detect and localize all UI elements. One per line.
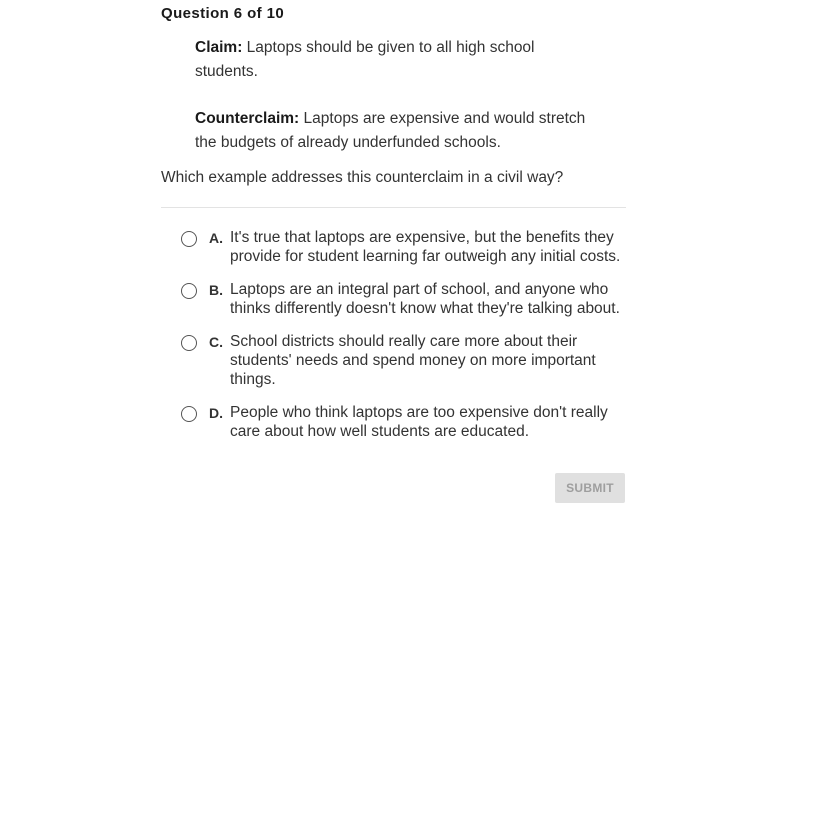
divider [161, 207, 626, 208]
counterclaim-block [195, 107, 595, 155]
submit-button[interactable]: SUBMIT [555, 473, 625, 503]
option-text: School districts should really care more about their students' needs and spend money on more important things. [230, 333, 596, 388]
radio-button-c[interactable] [181, 335, 197, 351]
option-d[interactable] [181, 403, 626, 441]
claim-label: Claim: [195, 39, 243, 56]
option-c[interactable] [181, 332, 626, 389]
counterclaim-label: Counterclaim: [195, 110, 300, 127]
option-text: It's true that laptops are expensive, but the benefits they provide for student learning far outweigh any initial costs. [230, 229, 621, 265]
option-letter: A. [209, 230, 223, 246]
option-letter: B. [209, 282, 223, 298]
claim-block [195, 36, 595, 84]
claim-text: Laptops should be given to all high school students. [195, 39, 535, 80]
question-counter: Question 6 of 10 [161, 5, 285, 22]
radio-button-a[interactable] [181, 231, 197, 247]
answer-options [181, 228, 626, 455]
question-prompt: Which example addresses this counterclaim in a civil way? [161, 169, 564, 186]
option-b[interactable] [181, 280, 626, 318]
radio-button-d[interactable] [181, 406, 197, 422]
option-text: Laptops are an integral part of school, and anyone who thinks differently doesn't know what they're talking about. [230, 281, 620, 317]
option-a[interactable] [181, 228, 626, 266]
option-letter: D. [209, 405, 223, 421]
counterclaim-text: Laptops are expensive and would stretch the budgets of already underfunded schools. [195, 110, 586, 151]
option-text: People who think laptops are too expensive don't really care about how well students are educated. [230, 404, 608, 440]
option-letter: C. [209, 334, 223, 350]
radio-button-b[interactable] [181, 283, 197, 299]
